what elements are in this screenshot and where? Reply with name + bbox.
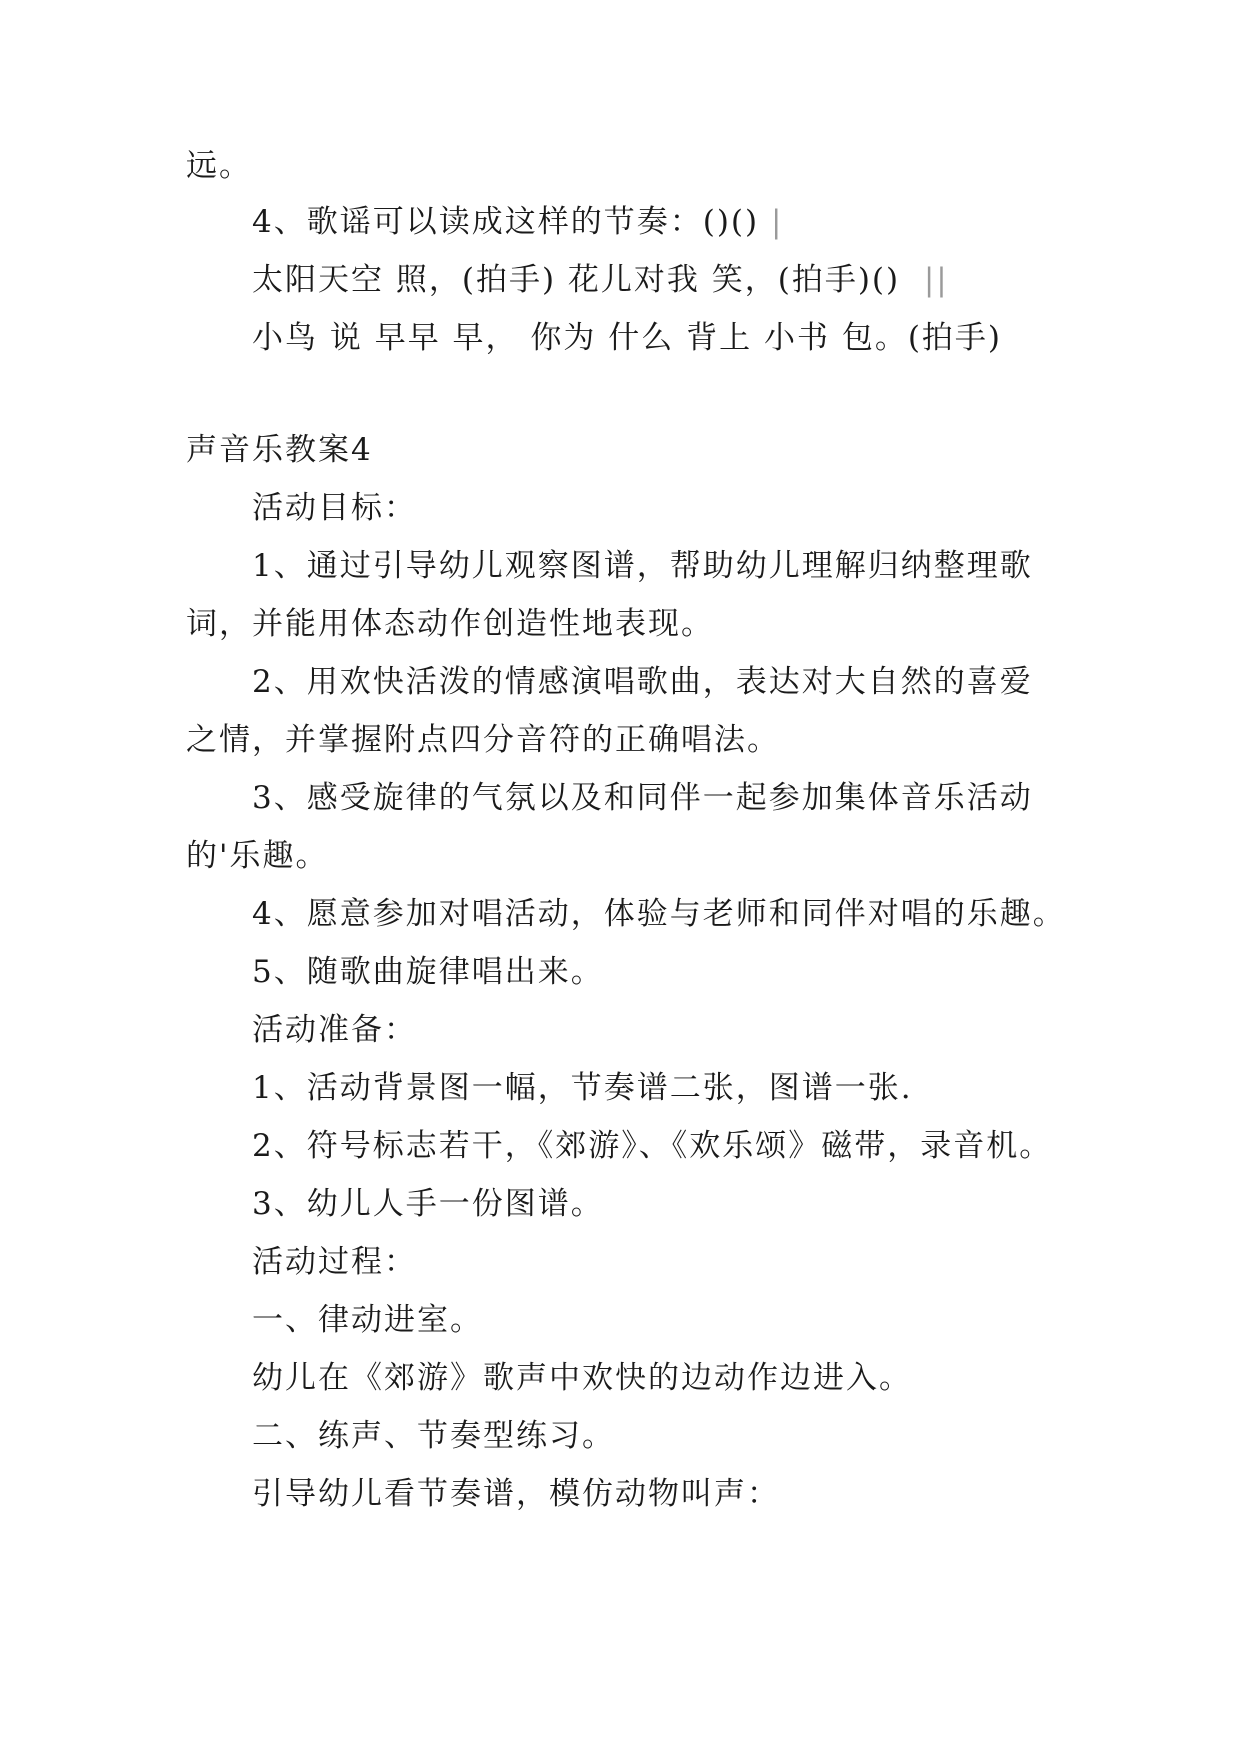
section-title: 声音乐教案4 bbox=[186, 432, 373, 468]
step-2-heading: 二、练声、节奏型练习。 bbox=[252, 1418, 615, 1454]
goals-heading: 活动目标： bbox=[252, 490, 417, 526]
step-2-text: 引导幼儿看节奏谱，模仿动物叫声： bbox=[252, 1476, 780, 1512]
prep-item-2: 2、符号标志若干，《郊游》、《欢乐颂》磁带，录音机。 bbox=[252, 1128, 1053, 1164]
rhythm-line-1-text: 太阳天空 照，(拍手) 花儿对我 笑，(拍手)() bbox=[252, 262, 901, 298]
goal-1-line-2: 词，并能用体态动作创造性地表现。 bbox=[186, 606, 714, 642]
step-1-heading: 一、律动进室。 bbox=[252, 1302, 483, 1338]
goal-1-line-1: 1、通过引导幼儿观察图谱，帮助幼儿理解归纳整理歌 bbox=[252, 548, 1033, 584]
rhythm-item-text: 4、歌谣可以读成这样的节奏：()() bbox=[252, 204, 760, 240]
goal-2-line-2: 之情，并掌握附点四分音符的正确唱法。 bbox=[186, 722, 780, 758]
process-heading: 活动过程： bbox=[252, 1244, 417, 1280]
prep-item-3: 3、幼儿人手一份图谱。 bbox=[252, 1186, 604, 1222]
rhythm-item bbox=[252, 202, 783, 242]
continuation-text: 远。 bbox=[186, 148, 252, 184]
bar-line-mark: | bbox=[770, 204, 784, 240]
goal-4: 4、愿意参加对唱活动，体验与老师和同伴对唱的乐趣。 bbox=[252, 896, 1066, 932]
goal-3-line-1: 3、感受旋律的气氛以及和同伴一起参加集体音乐活动 bbox=[252, 780, 1033, 816]
goal-2-line-1: 2、用欢快活泼的情感演唱歌曲，表达对大自然的喜爱 bbox=[252, 664, 1033, 700]
double-bar-line-mark: || bbox=[923, 262, 949, 298]
goal-5: 5、随歌曲旋律唱出来。 bbox=[252, 954, 604, 990]
prep-heading: 活动准备： bbox=[252, 1012, 417, 1048]
goal-3-line-2: 的'乐趣。 bbox=[186, 838, 329, 874]
prep-item-1: 1、活动背景图一幅，节奏谱二张，图谱一张. bbox=[252, 1070, 913, 1106]
step-1-text: 幼儿在《郊游》歌声中欢快的边动作边进入。 bbox=[252, 1360, 912, 1396]
rhythm-line-1 bbox=[252, 260, 949, 300]
rhythm-line-2: 小鸟 说 早早 早， 你为 什么 背上 小书 包。(拍手) bbox=[252, 320, 1003, 356]
